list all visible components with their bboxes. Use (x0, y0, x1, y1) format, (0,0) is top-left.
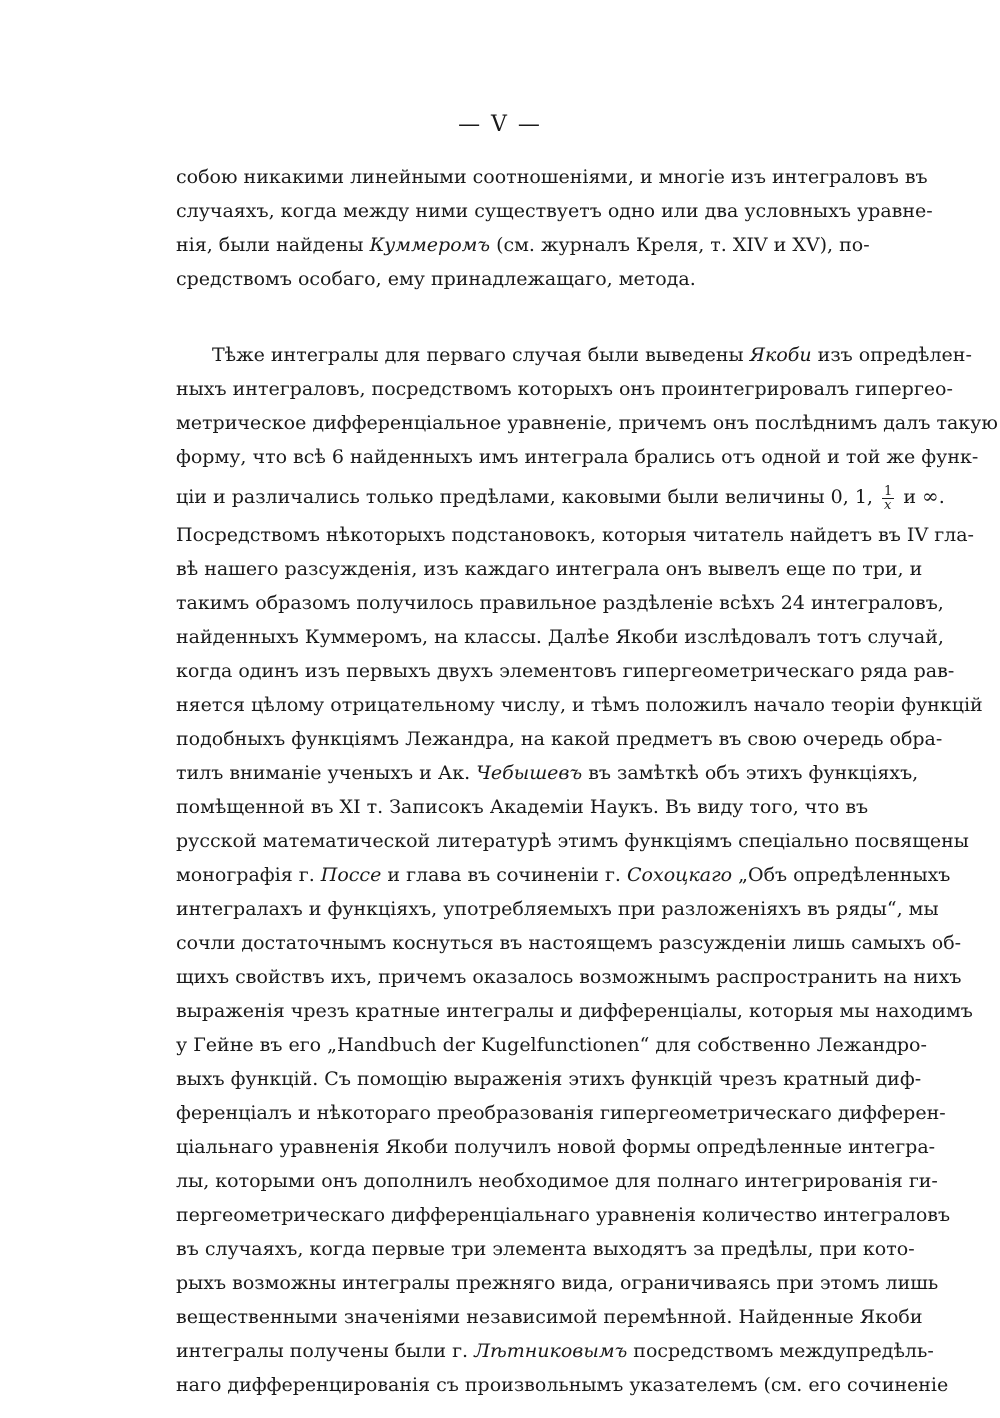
text-line: сочли достаточнымъ коснуться въ настоящемъ разсужденіи лишь самыхъ об- (176, 932, 962, 954)
text-line: нія, были найдены Куммеромъ (см. журналъ Креля, т. XIV и XV), по- (176, 234, 870, 256)
text-line: выраженія чрезъ кратные интегралы и дифференціалы, которыя мы находимъ (176, 1000, 973, 1022)
text-line: такимъ образомъ получилось правильное раздѣленіе всѣхъ 24 интеграловъ, (176, 592, 944, 614)
text-line: форму, что всѣ 6 найденныхъ имъ интеграла брались отъ одной и той же функ- (176, 446, 979, 468)
text-line: Тѣже интегралы для перваго случая были выведены Якоби изъ опредѣлен- (212, 344, 972, 366)
text-line: тилъ вниманіе ученыхъ и Ак. Чебышевъ въ замѣткѣ объ этихъ функціяхъ, (176, 762, 919, 784)
author-name: Якоби (749, 344, 812, 366)
text-line: русской математической литературѣ этимъ функціямъ спеціально посвящены (176, 830, 969, 852)
text-line: рыхъ возможны интегралы прежняго вида, ограничиваясь при этомъ лишь (176, 1272, 939, 1294)
text-line: Посредствомъ нѣкоторыхъ подстановокъ, которыя читатель найдетъ въ IV гла- (176, 524, 974, 546)
text-line: монографія г. Поссе и глава въ сочиненіи г. Сохоцкаго „Объ опредѣленныхъ (176, 864, 951, 886)
author-name: Лѣтниковымъ (474, 1340, 628, 1362)
text-line: лы, которыми онъ дополнилъ необходимое для полнаго интегрированія ги- (176, 1170, 938, 1192)
text-line: интегралы получены были г. Лѣтниковымъ посредствомъ междупредѣль- (176, 1340, 934, 1362)
text-line: у Гейне въ его „Handbuch der Kugelfunctionen“ для собственно Лежандро- (176, 1034, 927, 1056)
text-line: вещественными значеніями независимой перемѣнной. Найденные Якоби (176, 1306, 923, 1328)
text-line-with-fraction: ціи и различались только предѣлами, каковыми были величины 0, 1, $\frac{1}{x}$ и ∞. (176, 483, 945, 513)
text-line: помѣщенной въ XI т. Записокъ Академіи Наукъ. Въ виду того, что въ (176, 796, 869, 818)
page-number: — V — (458, 112, 542, 137)
text-line: няется цѣлому отрицательному числу, и тѣмъ положилъ начало теоріи функцій (176, 694, 983, 716)
author-name: Чебышевъ (476, 762, 583, 784)
text-line: ференціалъ и нѣкотораго преобразованія гипергеометрическаго дифферен- (176, 1102, 946, 1124)
text-line: когда одинъ изъ первыхъ двухъ элементовъ гипергеометрическаго ряда рав- (176, 660, 955, 682)
body-text (176, 160, 998, 1402)
author-name: Поссе (320, 864, 382, 886)
text-line: случаяхъ, когда между ними существуетъ одно или два условныхъ уравне- (176, 200, 933, 222)
text-line: вѣ нашего разсужденія, изъ каждаго интеграла онъ вывелъ еще по три, и (176, 558, 923, 580)
text-line: средствомъ особаго, ему принадлежащаго, метода. (176, 268, 696, 290)
text-line: интегралахъ и функціяхъ, употребляемыхъ при разложеніяхъ въ ряды“, мы (176, 898, 939, 920)
text-line: метрическое дифференціальное уравненіе, причемъ онъ послѣднимъ далъ такую (176, 412, 998, 434)
text-line: ціальнаго уравненія Якоби получилъ новой формы опредѣленные интегра- (176, 1136, 936, 1158)
text-line: въ случаяхъ, когда первые три элемента выходятъ за предѣлы, при кото- (176, 1238, 915, 1260)
text-line: подобныхъ функціямъ Лежандра, на какой предметъ въ свою очередь обра- (176, 728, 943, 750)
fraction-one-over-x: $\frac{1}{x}$ (884, 483, 893, 513)
infinity-symbol: ∞ (922, 484, 939, 508)
text-line: щихъ свойствъ ихъ, причемъ оказалось возможнымъ распространить на нихъ (176, 966, 962, 988)
text-line: собою никакими линейными соотношеніями, и многіе изъ интеграловъ въ (176, 166, 928, 188)
text-line: выхъ функцій. Съ помощію выраженія этихъ функцій чрезъ кратный диф- (176, 1068, 922, 1090)
text-line: найденныхъ Куммеромъ, на классы. Далѣе Якоби изслѣдовалъ тотъ случай, (176, 626, 944, 648)
author-name: Куммеромъ (369, 234, 491, 256)
text-line: ныхъ интеграловъ, посредствомъ которыхъ онъ проинтегрировалъ гипергео- (176, 378, 953, 400)
author-name: Сохоцкаго (627, 864, 733, 886)
text-line: наго дифференцированія съ произвольнымъ указателемъ (см. его сочиненіе (176, 1374, 949, 1396)
text-line: пергеометрическаго дифференціальнаго уравненія количество интеграловъ (176, 1204, 951, 1226)
